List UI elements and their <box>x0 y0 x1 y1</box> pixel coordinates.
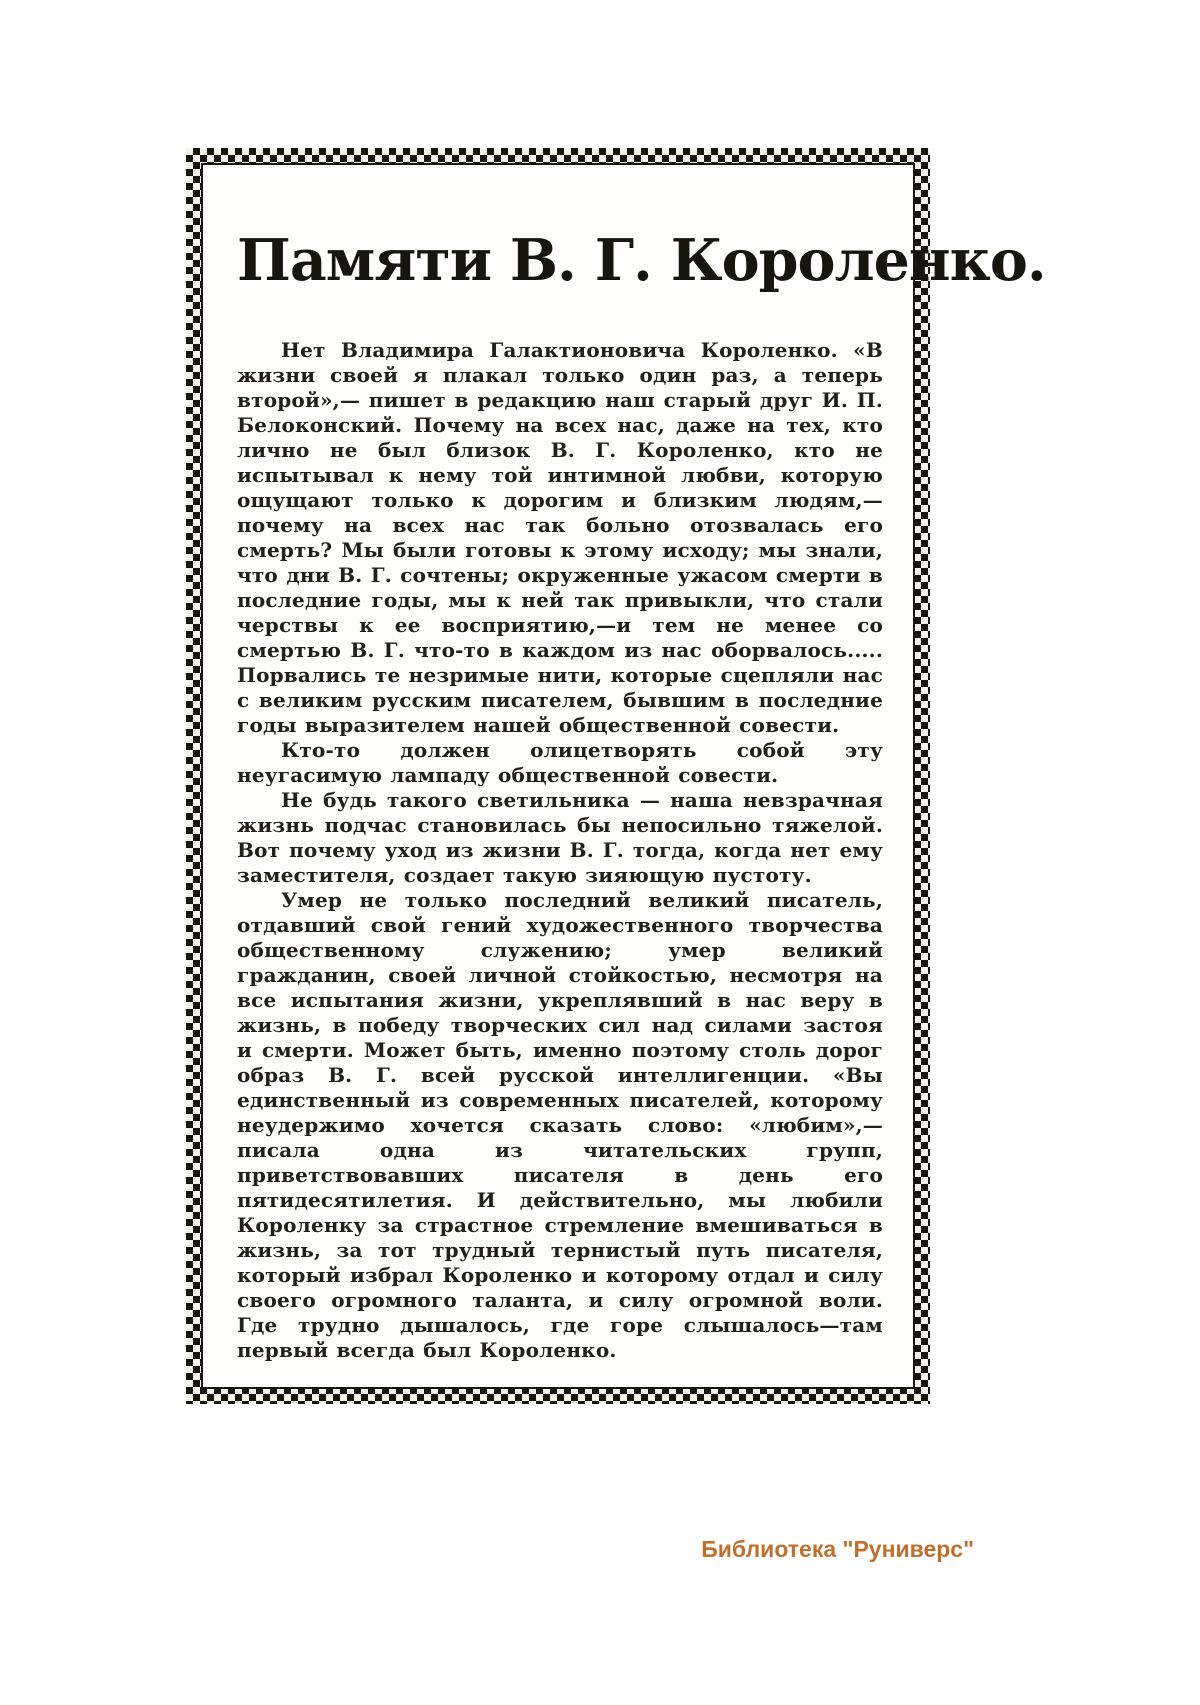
paragraph-4: Умер не только последний великий писатель, отдавший свой гений художественного творчества общественному служению; умер великий гражданин, своей личной стойкостью, несмотря на все испытания жизни, укреплявший в нас веру в жизнь, в победу творческих сил над силами застоя и смерти. Может быть, именно поэтому столь дорог образ В. Г. всей русской интеллигенции. «Вы единственный из современных писателей, которому неудержимо хочется сказать слово: «любим»,— писала одна из читательских групп, приветствовавших писателя в день его пятидесятилетия. И действительно, мы любили Короленку за страстное стремление вмешиваться в жизнь, за тот трудный тернистый путь писателя, который избрал Короленко и которому отдал и силу своего огромного таланта, и силу огромной воли. Где трудно дышалось, где горе слышалось—там первый всегда был Короленко. <box>237 888 883 1362</box>
paragraph-2: Кто-то должен олицетворять собой эту неугасимую лампаду общественной совести. <box>237 738 883 787</box>
page-content-area <box>201 163 1046 1389</box>
page-title: Памяти В. Г. Короленко. <box>237 227 1046 294</box>
ornamental-checkered-border <box>186 148 1046 1404</box>
paragraph-1: Нет Владимира Галактионовича Короленко. «В жизни своей я плакал только один раз, а теперь второй»,— пишет в редакцию наш старый друг И. П. Белоконский. Почему на всех нас, даже на тех, кто лично не был близок В. Г. Короленко, кто не испытывал к нему той интимной любви, которую ощущают только к дорогим и близким людям,—почему на всех нас так больно отозвалась его смерть? Мы были готовы к этому исходу; мы знали, что дни В. Г. сочтены; окруженные ужасом смерти в последние годы, мы к ней так привыкли, что стали черствы к ее восприятию,—и тем не менее со смертью В. Г. что-то в каждом из нас оборвалось..... Порвались те незримые нити, которые сцепляли нас с великим русским писателем, бывшим в последние годы выразителем нашей общественной совести. <box>237 338 883 737</box>
paragraph-3: Не будь такого светильника — наша невзрачная жизнь подчас становилась бы непосильно тяжелой. Вот почему уход из жизни В. Г. тогда, когда нет ему заместителя, создает такую зияющую пустоту. <box>237 788 883 887</box>
library-watermark: Библиотека "Руниверс" <box>701 1536 974 1562</box>
